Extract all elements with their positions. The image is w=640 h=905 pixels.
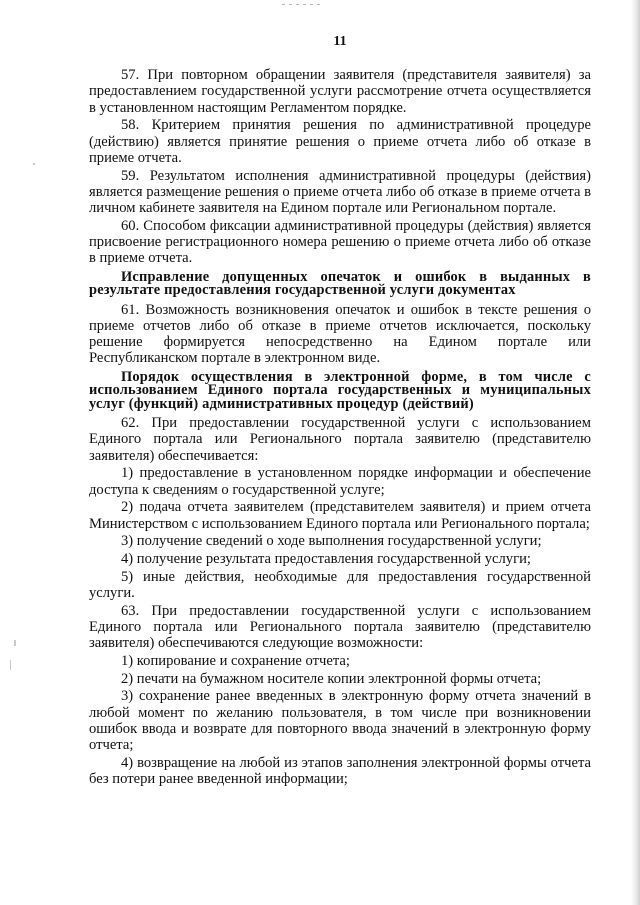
list-item-63-3: 3) сохранение ранее введенных в электронную форму отчета значений в любой момент по желанию пользователя, в том числе при возникновении ошибок ввода и возврате для повторного ввода значений в электронную форму отчета; — [89, 688, 591, 754]
section-heading-corrections: Исправление допущенных опечаток и ошибок в выданных в результате предоставления государственной услуги документах — [89, 268, 591, 299]
section-heading-electronic-form: Порядок осуществления в электронной форме, в том числе с использованием Единого портала государственных и муниципальных услуг (функций) административных процедур (действий) — [89, 368, 591, 412]
list-item-63-2: 2) печати на бумажном носителе копии электронной формы отчета; — [121, 670, 542, 687]
scan-artifact-top — [282, 4, 322, 5]
paragraph-59: 59. Результатом исполнения административной процедуры (действия) является размещение решения о приеме отчета либо об отказе в приеме отчета в личном кабинете заявителя на Едином портале или Региональном портале. — [89, 167, 591, 217]
list-item-63-1: 1) копирование и сохранение отчета; — [121, 652, 350, 669]
paragraph-62: 62. При предоставлении государственной услуги с использованием Единого портала или Регионального портала заявителю (представителю заявителя) обеспечивается: — [89, 414, 591, 464]
document-body — [89, 67, 591, 789]
paragraph-58: 58. Критерием принятия решения по административной процедуре (действию) является принятие решения о приеме отчета либо об отказе в приеме отчета. — [89, 117, 591, 166]
paragraph-57: 57. При повторном обращении заявителя (представителя заявителя) за предоставлением государственной услуги рассмотрение отчета осуществляется в установленном настоящим Регламентом порядке. — [89, 67, 591, 116]
list-item-62-2: 2) подача отчета заявителем (представителем заявителя) и прием отчета Министерством с использованием Единого портала или Регионального портала; — [89, 499, 591, 532]
paragraph-60: 60. Способом фиксации административной процедуры (действия) является присвоение регистрационного номера решению о приеме отчета либо об отказе в приеме отчета. — [89, 217, 591, 267]
list-item-62-4: 4) получение результата предоставления государственной услуги; — [121, 550, 531, 567]
scan-artifact-left-2 — [14, 640, 16, 646]
scan-artifact-left-1 — [33, 163, 35, 165]
list-item-63-4: 4) возвращение на любой из этапов заполнения электронной формы отчета без потери ранее введенной информации; — [89, 754, 591, 788]
paragraph-61: 61. Возможность возникновения опечаток и ошибок в тексте решения о приеме отчетов либо об отказе в приеме отчетов исключается, поскольку решение формируется непосредственно на Едином портале или Республиканском портале в электронном виде. — [89, 301, 591, 367]
scan-shadow-right — [631, 0, 640, 905]
scan-artifact-left-3 — [10, 660, 11, 670]
list-item-62-3: 3) получение сведений о ходе выполнения государственной услуги; — [121, 533, 542, 550]
list-item-62-1: 1) предоставление в установленном порядке информации и обеспечение доступа к сведениям о государственной услуге; — [89, 465, 591, 498]
page-number: 11 — [333, 34, 347, 49]
paragraph-63: 63. При предоставлении государственной услуги с использованием Единого портала или Регионального портала заявителю (представителю заявителя) обеспечиваются следующие возможности: — [89, 602, 591, 652]
list-item-62-5: 5) иные действия, необходимые для предоставления государственной услуги. — [89, 568, 591, 601]
